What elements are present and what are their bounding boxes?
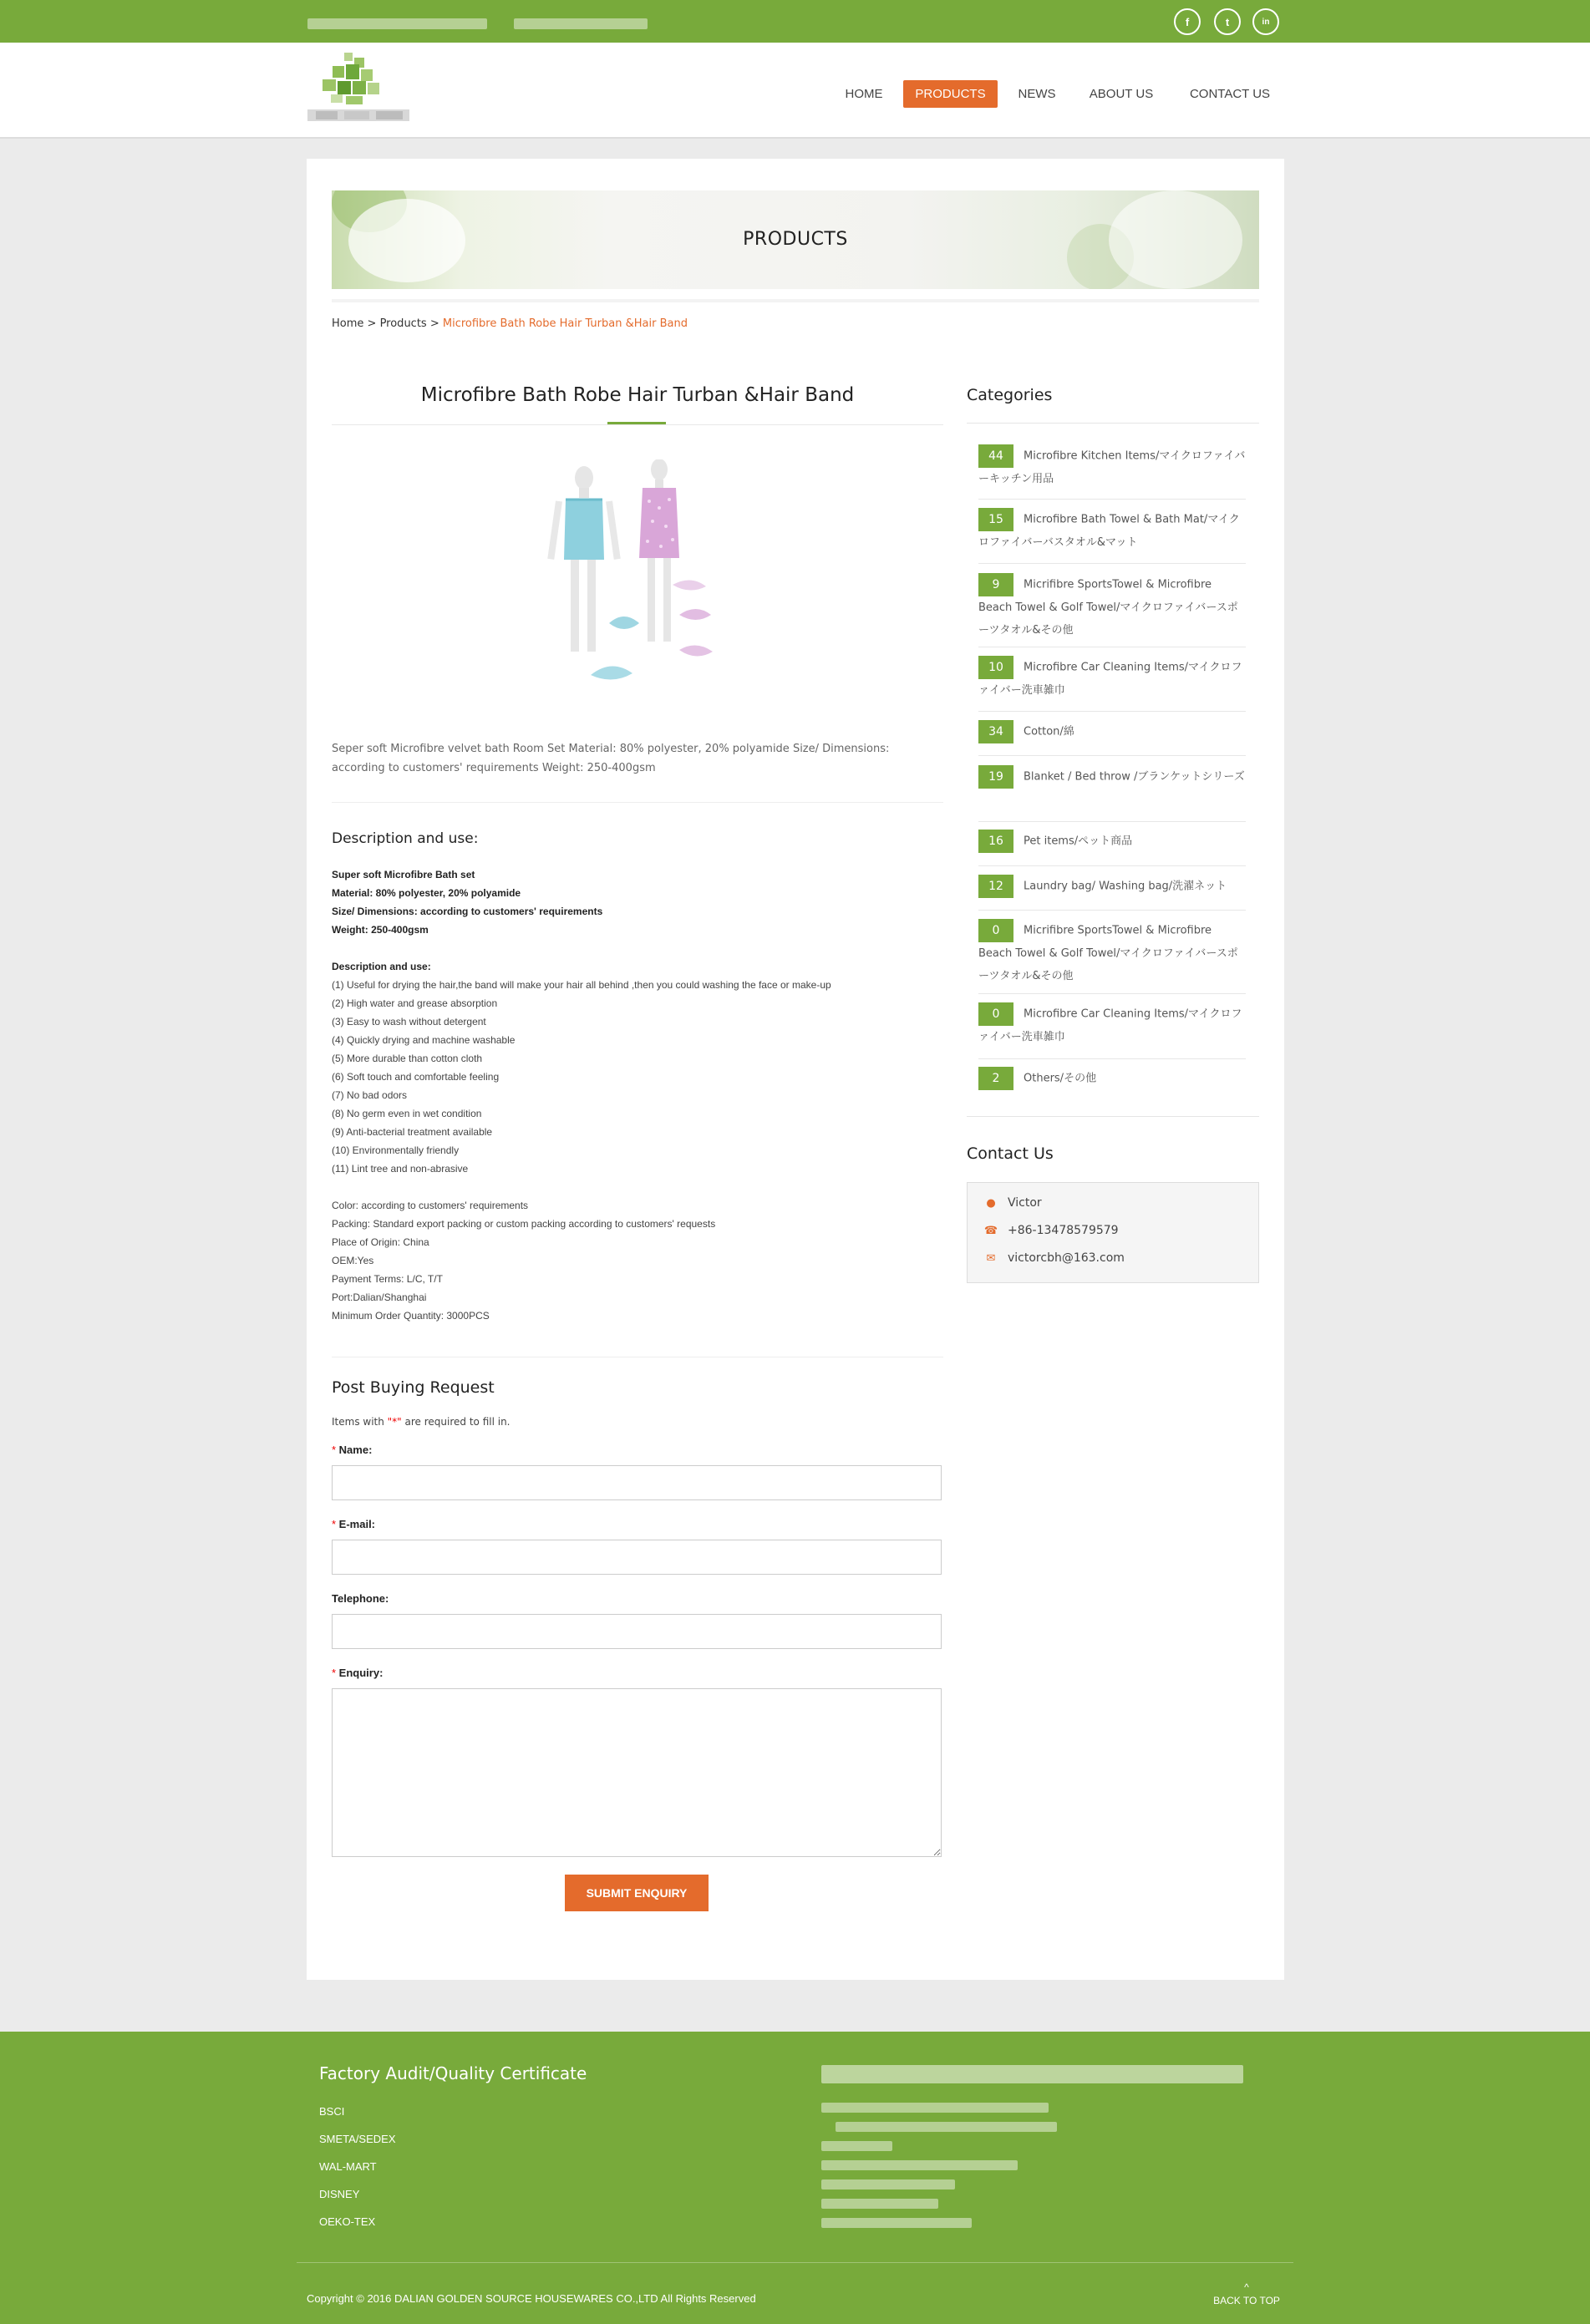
use-line: (4) Quickly drying and machine washable xyxy=(332,1034,516,1046)
use-line: (6) Soft touch and comfortable feeling xyxy=(332,1071,500,1083)
breadcrumb-current: Microfibre Bath Robe Hair Turban &Hair Band xyxy=(442,317,688,330)
facebook-icon[interactable]: f xyxy=(1174,8,1201,35)
category-item[interactable] xyxy=(978,508,1246,554)
breadcrumb-home[interactable]: Home xyxy=(332,317,364,330)
blurred-address xyxy=(836,2122,1057,2132)
divider xyxy=(978,865,1246,866)
nav-contact-us[interactable]: CONTACT US xyxy=(1189,87,1271,101)
divider xyxy=(978,711,1246,712)
category-label: Microfibre Car Cleaning Items/マイクロファイバー洗車雑巾 xyxy=(978,661,1242,697)
category-item[interactable] xyxy=(978,1067,1246,1090)
divider xyxy=(332,802,943,803)
user-icon: ● xyxy=(986,1197,996,1210)
description-heading: Description and use: xyxy=(332,830,479,847)
banner-title: PRODUCTS xyxy=(743,229,848,250)
category-label: Micrifibre SportsTowel & Microfibre Beach Towel & Golf Towel/マイクロファイバースポーツタオル&その他 xyxy=(978,924,1238,982)
category-item[interactable] xyxy=(978,656,1246,702)
divider xyxy=(967,1116,1259,1117)
site-footer xyxy=(0,2032,1590,2324)
contact-name: ● Victor xyxy=(983,1196,1042,1210)
cert-link[interactable]: DISNEY xyxy=(319,2188,360,2200)
blurred-contact-text xyxy=(514,18,648,29)
twitter-icon[interactable]: t xyxy=(1214,8,1241,35)
email-field[interactable] xyxy=(332,1540,942,1575)
contact-heading: Contact Us xyxy=(967,1144,1054,1163)
category-count: 10 xyxy=(978,656,1013,679)
description-body xyxy=(332,865,943,1325)
category-label: Microfibre Kitchen Items/マイクロファイバーキッチン用品 xyxy=(978,449,1246,485)
company-logo[interactable] xyxy=(307,51,409,128)
divider xyxy=(978,1058,1246,1059)
use-line: (8) No germ even in wet condition xyxy=(332,1108,482,1119)
copyright-text: Copyright © 2016 DALIAN GOLDEN SOURCE HOUSEWARES CO.,LTD All Rights Reserved xyxy=(307,2292,756,2305)
enquiry-label: * Enquiry: xyxy=(332,1667,384,1679)
category-label: Blanket / Bed throw /ブランケットシリーズ xyxy=(1024,770,1245,784)
telephone-label: Telephone: xyxy=(332,1592,389,1605)
breadcrumb-products[interactable]: Products xyxy=(379,317,427,330)
breadcrumb-separator: > xyxy=(426,317,443,330)
cert-link[interactable]: BSCI xyxy=(319,2105,345,2118)
use-line: (5) More durable than cotton cloth xyxy=(332,1053,483,1064)
phone-icon: ☎ xyxy=(983,1225,998,1237)
blurred-phone xyxy=(821,2141,892,2151)
contact-box xyxy=(967,1182,1259,1283)
divider xyxy=(297,2262,1293,2263)
spec-line: Material: 80% polyester, 20% polyamide xyxy=(332,887,521,899)
blurred-email xyxy=(821,2179,955,2190)
divider xyxy=(978,563,1246,564)
info-line: Minimum Order Quantity: 3000PCS xyxy=(332,1310,490,1322)
telephone-field[interactable] xyxy=(332,1614,942,1649)
blurred-web xyxy=(821,2218,972,2228)
cert-link[interactable]: WAL-MART xyxy=(319,2160,377,2173)
nav-products[interactable]: PRODUCTS xyxy=(903,80,998,108)
envelope-icon: ✉ xyxy=(986,1252,996,1265)
category-count: 0 xyxy=(978,1002,1013,1026)
divider xyxy=(332,424,943,425)
use-line: (11) Lint tree and non-abrasive xyxy=(332,1163,469,1175)
name-label: * Name: xyxy=(332,1444,373,1456)
main-content xyxy=(307,159,1284,1980)
use-line: (10) Environmentally friendly xyxy=(332,1144,460,1156)
info-line: Packing: Standard export packing or custom packing according to customers' requests xyxy=(332,1218,716,1230)
info-line: Color: according to customers' requirements xyxy=(332,1200,529,1211)
spec-line: Size/ Dimensions: according to customers' requirements xyxy=(332,906,603,917)
form-note: Items with "*" are required to fill in. xyxy=(332,1416,511,1428)
footer-heading: Factory Audit/Quality Certificate xyxy=(319,2063,587,2083)
divider xyxy=(967,423,1259,424)
email-label: * E-mail: xyxy=(332,1518,376,1530)
category-count: 9 xyxy=(978,573,1013,596)
category-count: 16 xyxy=(978,830,1013,853)
category-count: 19 xyxy=(978,765,1013,789)
category-count: 15 xyxy=(978,508,1013,531)
category-item[interactable] xyxy=(978,765,1246,789)
cert-link[interactable]: OEKO-TEX xyxy=(319,2215,376,2228)
product-summary: Seper soft Microfibre velvet bath Room Set Material: 80% polyester, 20% polyamide Size/ Dimensions: according to customers' requirements Weight: 250-400gsm xyxy=(332,743,890,774)
category-label: Micrifibre SportsTowel & Microfibre Beach Towel & Golf Towel/マイクロファイバースポーツタオル&その他 xyxy=(978,578,1238,637)
category-label: Microfibre Car Cleaning Items/マイクロファイバー洗車雑巾 xyxy=(978,1007,1242,1043)
contact-email[interactable]: ✉ victorcbh@163.com xyxy=(983,1251,1125,1265)
spec-line: Weight: 250-400gsm xyxy=(332,924,429,936)
divider xyxy=(332,299,1259,302)
spec-line: Super soft Microfibre Bath set xyxy=(332,869,475,880)
categories-heading: Categories xyxy=(967,386,1053,404)
category-label: Pet items/ペット商品 xyxy=(1024,835,1133,848)
category-label: Cotton/綿 xyxy=(1024,725,1074,738)
divider xyxy=(978,993,1246,994)
category-item[interactable] xyxy=(978,919,1246,987)
info-line: Port:Dalian/Shanghai xyxy=(332,1291,427,1303)
use-heading: Description and use: xyxy=(332,961,431,972)
use-line: (3) Easy to wash without detergent xyxy=(332,1016,486,1028)
divider xyxy=(978,910,1246,911)
blurred-web xyxy=(821,2199,938,2209)
site-header xyxy=(0,43,1590,139)
enquiry-field[interactable] xyxy=(332,1688,942,1857)
use-line: (1) Useful for drying the hair,the band will make your hair all behind ,then you could washing the face or make-up xyxy=(332,979,831,991)
category-label: Laundry bag/ Washing bag/洗濯ネット xyxy=(1024,880,1227,893)
info-line: Payment Terms: L/C, T/T xyxy=(332,1273,443,1285)
use-line: (9) Anti-bacterial treatment available xyxy=(332,1126,493,1138)
submit-enquiry-button[interactable]: SUBMIT ENQUIRY xyxy=(565,1875,709,1911)
blurred-address xyxy=(821,2103,1049,2113)
back-to-top-button[interactable] xyxy=(1208,2281,1285,2307)
breadcrumb-separator: > xyxy=(363,317,380,330)
divider xyxy=(978,755,1246,756)
title-accent xyxy=(607,422,666,424)
divider xyxy=(978,499,1246,500)
category-count: 2 xyxy=(978,1067,1013,1090)
chevron-up-icon: ^ xyxy=(1244,2281,1249,2293)
category-item[interactable] xyxy=(978,875,1246,898)
blurred-fax xyxy=(821,2160,1018,2170)
blurred-contact-text xyxy=(307,18,487,29)
category-count: 0 xyxy=(978,919,1013,942)
info-line: Place of Origin: China xyxy=(332,1236,429,1248)
category-item[interactable] xyxy=(978,444,1246,490)
contact-phone: ☎ +86-13478579579 xyxy=(983,1224,1119,1237)
use-line: (2) High water and grease absorption xyxy=(332,997,498,1009)
top-bar xyxy=(0,0,1590,43)
category-count: 34 xyxy=(978,720,1013,743)
category-count: 44 xyxy=(978,444,1013,468)
product-title: Microfibre Bath Robe Hair Turban &Hair Band xyxy=(420,384,855,406)
category-item[interactable] xyxy=(978,573,1246,642)
category-item[interactable] xyxy=(978,720,1246,743)
back-to-top-label: BACK TO TOP xyxy=(1213,2295,1280,2306)
info-line: OEM:Yes xyxy=(332,1255,374,1266)
page-banner xyxy=(332,190,1259,289)
category-item[interactable] xyxy=(978,1002,1246,1048)
cert-link[interactable]: SMETA/SEDEX xyxy=(319,2133,396,2145)
category-label: Microfibre Bath Towel & Bath Mat/マイクロファイバーバスタオル&マット xyxy=(978,513,1240,549)
nav-about-us[interactable]: ABOUT US xyxy=(1089,87,1154,101)
product-image[interactable] xyxy=(532,459,741,693)
nav-news[interactable]: NEWS xyxy=(1018,87,1056,101)
blurred-company-name xyxy=(821,2065,1243,2083)
form-heading: Post Buying Request xyxy=(332,1378,495,1397)
category-item[interactable] xyxy=(978,830,1246,853)
category-count: 12 xyxy=(978,875,1013,898)
nav-home[interactable]: HOME xyxy=(845,87,883,101)
name-field[interactable] xyxy=(332,1465,942,1500)
breadcrumb xyxy=(332,317,688,330)
use-line: (7) No bad odors xyxy=(332,1089,408,1101)
linkedin-icon[interactable]: in xyxy=(1252,8,1279,35)
category-label: Others/その他 xyxy=(1024,1072,1097,1085)
divider xyxy=(978,821,1246,822)
